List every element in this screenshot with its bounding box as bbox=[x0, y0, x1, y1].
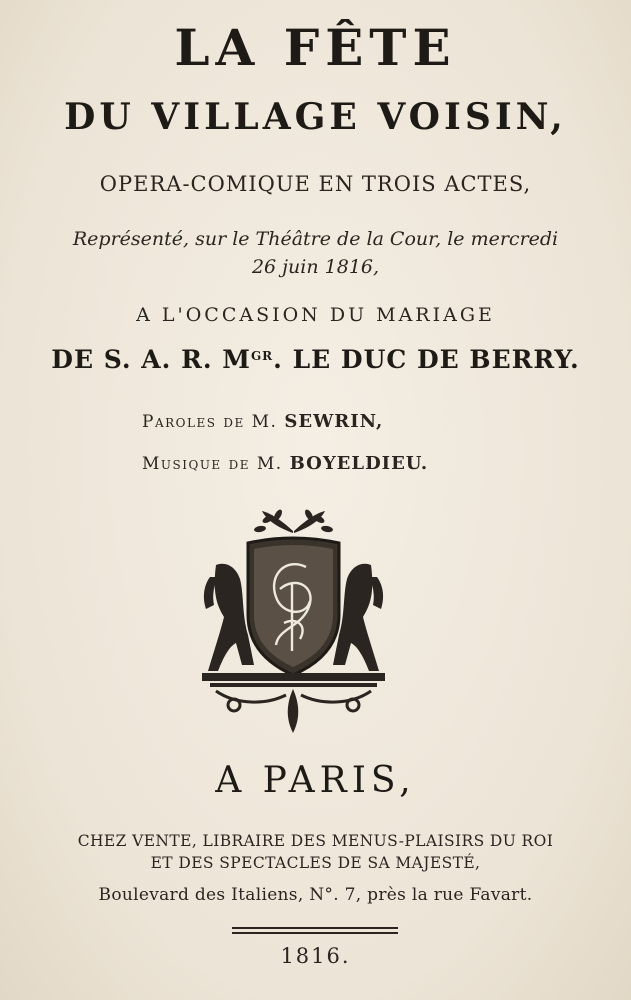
dedication-superscript: GR bbox=[250, 349, 274, 363]
dedication-line bbox=[0, 345, 631, 374]
dedication-before: DE S. A. R. M bbox=[51, 345, 251, 374]
lyrics-label: Paroles de M. bbox=[142, 412, 278, 432]
music-credit bbox=[142, 453, 428, 474]
dedication-after: . LE DUC DE BERRY. bbox=[273, 345, 580, 374]
subtitle: OPERA-COMIQUE EN TROIS ACTES, bbox=[99, 172, 532, 196]
music-composer: BOYELDIEU. bbox=[289, 453, 429, 474]
music-label: Musique de M. bbox=[142, 454, 283, 474]
publisher-line-1: CHEZ VENTE, LIBRAIRE DES MENUS-PLAISIRS DU ROI bbox=[77, 832, 554, 850]
double-rule-bottom bbox=[232, 932, 398, 934]
double-rule-top bbox=[232, 927, 398, 929]
title-line-2: DU VILLAGE VOISIN, bbox=[64, 96, 567, 138]
occasion-line: A L'OCCASION DU MARIAGE bbox=[136, 304, 495, 326]
title-line-1: LA FÊTE bbox=[174, 18, 457, 77]
publisher-address: Boulevard des Italiens, N°. 7, près la rue Favart. bbox=[98, 885, 533, 905]
performance-line-2: 26 juin 1816, bbox=[251, 256, 380, 278]
heraldic-emblem-icon bbox=[196, 505, 391, 740]
imprint-city: A PARIS, bbox=[215, 760, 416, 801]
publisher-line-2: ET DES SPECTACLES DE SA MAJESTÉ, bbox=[150, 854, 481, 872]
performance-line-1: Représenté, sur le Théâtre de la Cour, le mercredi bbox=[72, 228, 559, 250]
publication-year: 1816. bbox=[280, 944, 351, 968]
lyrics-author: SEWRIN, bbox=[284, 411, 384, 432]
lyrics-credit bbox=[142, 411, 383, 432]
